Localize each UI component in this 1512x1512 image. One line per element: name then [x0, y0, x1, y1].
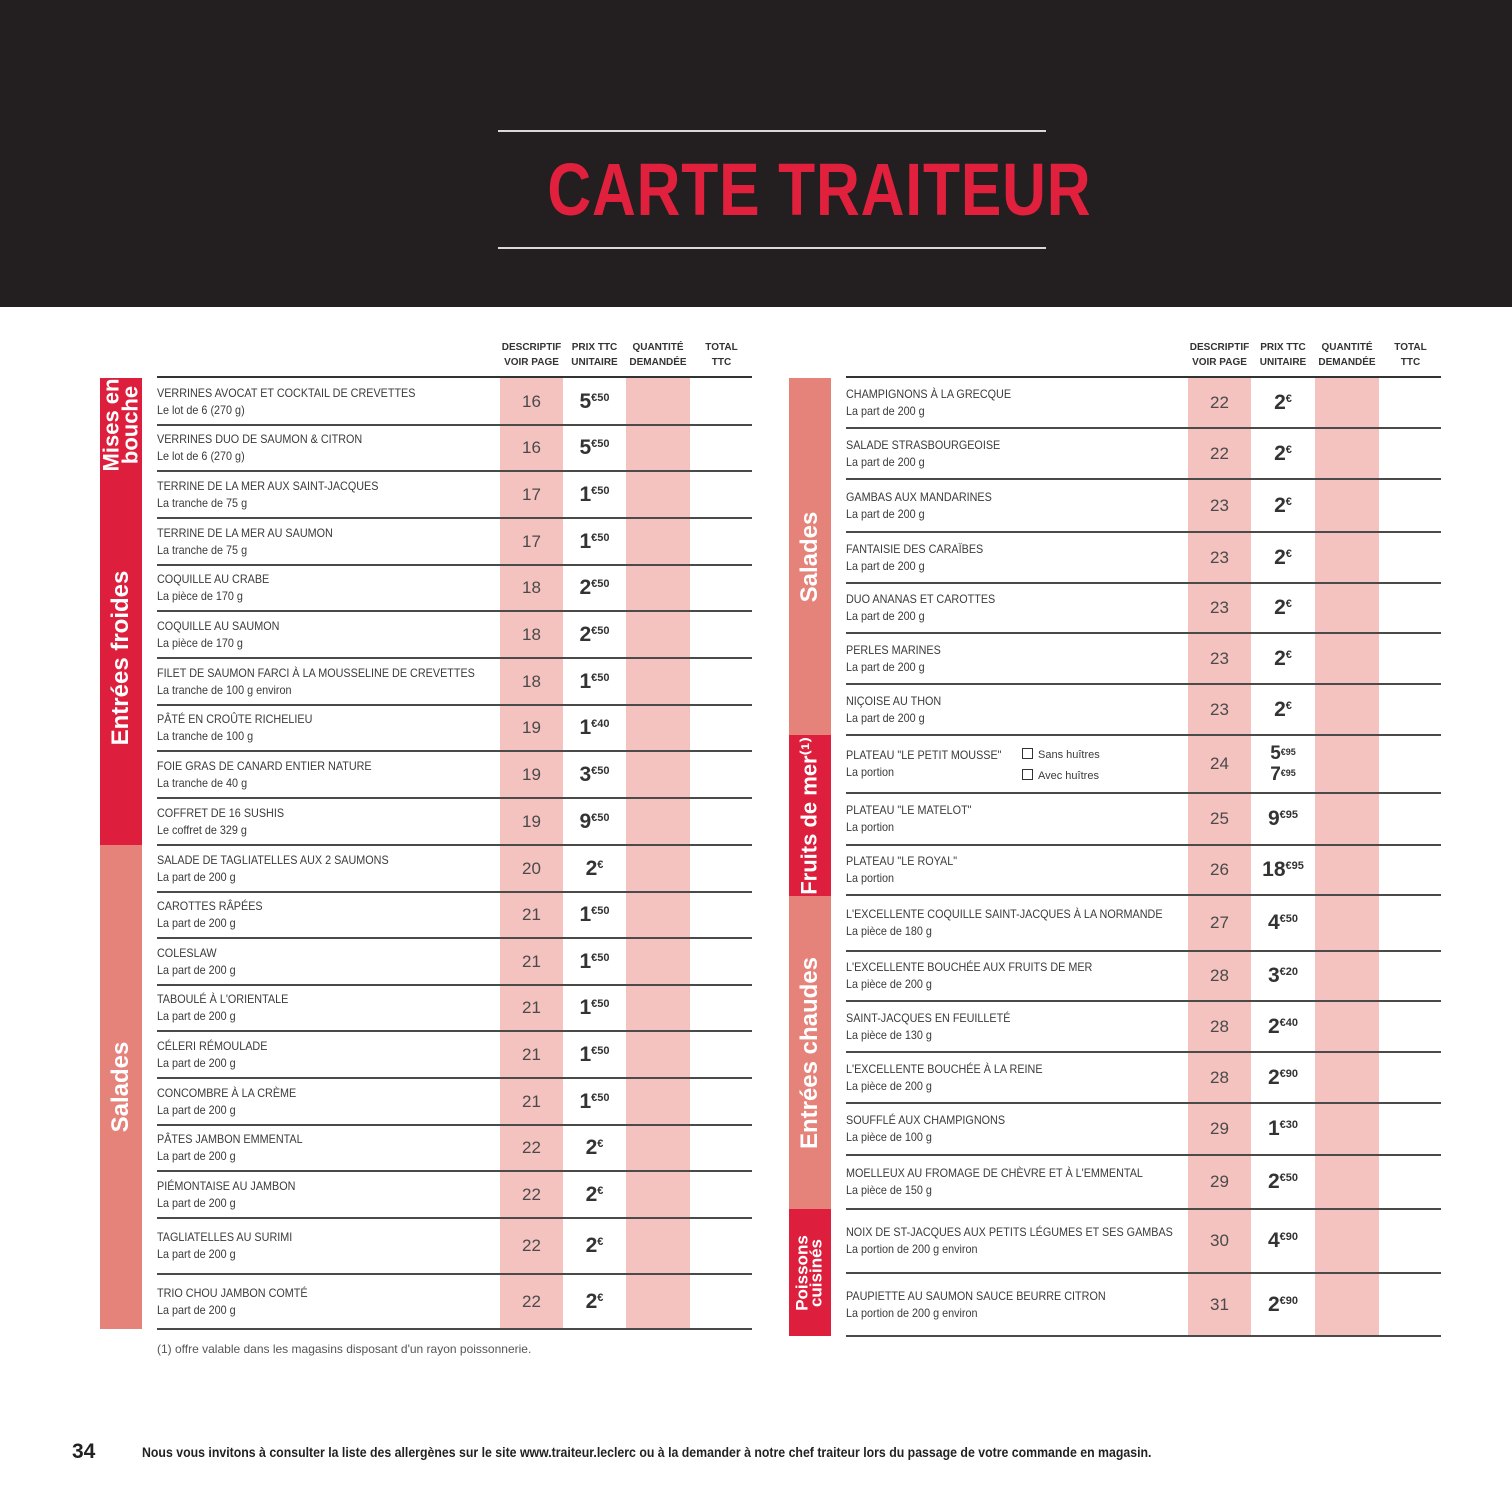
product-name: PÂTES JAMBON EMMENTAL [157, 1132, 303, 1146]
unit-price-alt: $7^{€95}$ [1270, 764, 1296, 785]
unit-price: $4^{€50}$ [1267, 911, 1299, 934]
product-portion: La pièce de 130 g [846, 1027, 932, 1042]
product-name: SAINT-JACQUES EN FEUILLETÉ [846, 1010, 1011, 1025]
product-portion: La part de 200 g [157, 1149, 236, 1163]
product-portion: La part de 200 g [157, 1055, 236, 1070]
total-input[interactable] [1379, 1209, 1442, 1273]
quantity-input[interactable] [1315, 951, 1379, 1001]
descriptif-page: 20 [522, 858, 541, 878]
unit-price: $2^{€50}$ [1267, 1170, 1299, 1193]
product-name: CHAMPIGNONS À LA GRECQUE [846, 387, 1012, 401]
total-input[interactable] [1379, 845, 1442, 895]
quantity-input[interactable] [1315, 793, 1379, 845]
product-portion: La pièce de 170 g [157, 589, 243, 603]
product-portion: La pièce de 170 g [157, 635, 243, 650]
descriptif-page: 31 [1210, 1294, 1229, 1314]
product-name: PERLES MARINES [846, 642, 941, 657]
total-input[interactable] [690, 658, 753, 705]
descriptif-page: 25 [1210, 809, 1229, 828]
descriptif-page: 22 [522, 1184, 541, 1204]
product-name: FANTAISIE DES CARAÏBES [846, 541, 984, 556]
quantity-input[interactable] [1315, 532, 1379, 583]
product-name: SOUFFLÉ AUX CHAMPIGNONS [846, 1113, 1006, 1127]
column-header-total: TOTAL TTC [705, 342, 738, 368]
total-input[interactable] [690, 1125, 753, 1171]
product-portion: Le coffret de 329 g [157, 822, 247, 837]
total-input[interactable] [690, 425, 753, 471]
total-input[interactable] [690, 751, 753, 798]
section-band [789, 1209, 831, 1336]
product-name: PLATEAU "LE ROYAL" [846, 854, 958, 868]
total-input[interactable] [690, 705, 753, 751]
quantity-input[interactable] [626, 1125, 690, 1171]
product-portion: La part de 200 g [157, 962, 236, 977]
column-header-descriptif: DESCRIPTIF VOIR PAGE [501, 342, 562, 368]
quantity-input[interactable] [1315, 735, 1379, 793]
product-name: COFFRET DE 16 SUSHIS [157, 805, 285, 820]
product-name: SALADE STRASBOURGEOISE [846, 437, 1001, 452]
descriptif-page: 29 [1210, 1172, 1229, 1191]
quantity-input[interactable] [1315, 684, 1379, 735]
unit-price: 2€ [1274, 493, 1292, 517]
total-input[interactable] [1379, 1052, 1442, 1103]
descriptif-page: 23 [1210, 699, 1229, 719]
descriptif-page: 17 [522, 531, 541, 551]
product-name: L'EXCELLENTE COQUILLE SAINT-JACQUES À LA NORMANDE [846, 907, 1163, 921]
unit-price: $3^{€50}$ [579, 762, 610, 786]
product-name: SALADE DE TAGLIATELLES AUX 2 SAUMONS [157, 852, 389, 867]
total-input[interactable] [1379, 793, 1442, 845]
descriptif-page: 19 [522, 764, 541, 784]
descriptif-page: 21 [522, 1091, 541, 1111]
quantity-input[interactable] [626, 892, 690, 938]
unit-price: 2€ [1274, 697, 1292, 721]
total-input[interactable] [690, 611, 753, 658]
product-name: VERRINES AVOCAT ET COCKTAIL DE CREVETTES [157, 385, 416, 400]
unit-price: $5^{€95}$ [1270, 743, 1296, 764]
total-input[interactable] [1379, 1103, 1442, 1155]
column-header-prix: PRIX TTC UNITAIRE [571, 342, 618, 368]
descriptif-page: 18 [522, 578, 541, 597]
section-label: Fruits de mer⁽¹⁾ [796, 736, 822, 895]
descriptif-page: 22 [522, 1138, 541, 1157]
unit-price: 2€ [585, 1234, 604, 1257]
product-name: COQUILLE AU CRABE [157, 572, 270, 586]
quantity-input[interactable] [626, 938, 690, 985]
total-input[interactable] [1379, 378, 1442, 428]
descriptif-page: 17 [522, 484, 541, 504]
product-portion: La tranche de 75 g [157, 495, 248, 510]
total-input[interactable] [690, 1274, 753, 1329]
product-name: NIÇOISE AU THON [846, 693, 942, 708]
section-band [100, 378, 142, 471]
section-label: Salades [795, 511, 823, 602]
product-name: COLESLAW [157, 945, 217, 960]
unit-price: $1^{€50}$ [579, 1089, 610, 1113]
title-rule-bottom [498, 247, 1046, 249]
product-name: TERRINE DE LA MER AU SAUMON [157, 525, 333, 540]
product-name: CONCOMBRE À LA CRÈME [157, 1085, 297, 1100]
descriptif-page: 22 [1210, 443, 1229, 463]
section-band [789, 735, 831, 896]
product-name: TAGLIATELLES AU SURIMI [157, 1230, 293, 1244]
quantity-input[interactable] [626, 1078, 690, 1125]
descriptif-page: 19 [522, 811, 541, 831]
product-name: CÉLERI RÉMOULADE [157, 1038, 268, 1053]
quantity-input[interactable] [1315, 1155, 1379, 1209]
descriptif-page: 22 [1210, 393, 1229, 412]
product-portion: La portion de 200 g environ [846, 1242, 978, 1256]
product-portion: La part de 200 g [846, 558, 925, 573]
unit-price: $5^{€50}$ [579, 389, 610, 413]
unit-price: $2^{€90}$ [1267, 1292, 1299, 1316]
product-portion: La portion [846, 820, 895, 834]
unit-price: $1^{€50}$ [579, 996, 610, 1019]
unit-price: $1^{€50}$ [579, 903, 610, 926]
allergen-notice: Nous vous invitons à consulter la liste des allergènes sur le site www.traiteur.leclerc ou à la demander à notre chef traiteur lors du passage de votre commande en magasin. [142, 1444, 1152, 1460]
total-input[interactable] [690, 1171, 753, 1218]
product-portion: La portion [846, 871, 895, 885]
descriptif-page: 21 [522, 1044, 541, 1064]
product-name: PIÉMONTAISE AU JAMBON [157, 1178, 296, 1193]
descriptif-page: 30 [1210, 1231, 1229, 1250]
product-portion: La part de 200 g [846, 404, 925, 418]
product-name: L'EXCELLENTE BOUCHÉE À LA REINE [846, 1061, 1043, 1076]
unit-price: $9^{€95}$ [1267, 807, 1299, 830]
descriptif-page: 21 [522, 905, 541, 924]
product-name: VERRINES DUO DE SAUMON & CITRON [157, 432, 363, 446]
unit-price: $1^{€50}$ [579, 529, 610, 553]
quantity-input[interactable] [1315, 1209, 1379, 1273]
descriptif-page: 23 [1210, 598, 1229, 617]
total-input[interactable] [690, 471, 753, 518]
product-portion: La tranche de 100 g environ [157, 682, 292, 697]
descriptif-page: 24 [1210, 754, 1229, 773]
quantity-input[interactable] [626, 611, 690, 658]
product-portion: La part de 200 g [157, 1195, 236, 1210]
product-portion: La pièce de 180 g [846, 924, 932, 938]
total-input[interactable] [690, 938, 753, 985]
row-divider [157, 1328, 752, 1330]
product-portion: Le lot de 6 (270 g) [157, 449, 245, 463]
quantity-input[interactable] [626, 845, 690, 892]
total-input[interactable] [1379, 583, 1442, 633]
descriptif-page: 28 [1210, 1067, 1229, 1087]
product-portion: La tranche de 75 g [157, 542, 248, 557]
checkbox-icon[interactable] [1022, 748, 1033, 759]
total-input[interactable] [690, 1218, 753, 1274]
total-input[interactable] [1379, 1273, 1442, 1336]
quantity-input[interactable] [626, 705, 690, 751]
unit-price: 2€ [1274, 391, 1292, 414]
option-without-oysters[interactable] [1022, 748, 1100, 761]
title-rule-top [498, 130, 1046, 132]
product-portion: La pièce de 150 g [846, 1183, 932, 1197]
section-label: Poissons cuisinés [792, 1234, 826, 1311]
section-label: Mises en bouche [98, 378, 142, 471]
quantity-input[interactable] [626, 985, 690, 1031]
unit-price: $2^{€50}$ [579, 622, 610, 646]
quantity-input[interactable] [626, 751, 690, 798]
unit-price: $5^{€50}$ [579, 436, 610, 459]
total-input[interactable] [1379, 951, 1442, 1001]
descriptif-page: 23 [1210, 495, 1229, 515]
unit-price: $1^{€50}$ [579, 669, 610, 693]
product-name: PAUPIETTE AU SAUMON SAUCE BEURRE CITRON [846, 1288, 1106, 1303]
option-label: Sans huîtres [1038, 749, 1100, 761]
total-input[interactable] [690, 378, 753, 425]
descriptif-page: 16 [522, 391, 541, 411]
product-portion: La part de 200 g [846, 609, 925, 623]
total-input[interactable] [690, 518, 753, 565]
product-name: TRIO CHOU JAMBON COMTÉ [157, 1285, 308, 1300]
quantity-input[interactable] [1315, 845, 1379, 895]
product-name: TERRINE DE LA MER AUX SAINT-JACQUES [157, 478, 379, 493]
product-name: DUO ANANAS ET CAROTTES [846, 592, 996, 606]
unit-price: $3^{€20}$ [1267, 964, 1299, 987]
unit-price: 2€ [585, 1136, 604, 1159]
descriptif-page: 23 [1210, 648, 1229, 668]
unit-price: $1^{€50}$ [579, 1042, 610, 1066]
product-portion: La part de 200 g [157, 869, 236, 884]
total-input[interactable] [690, 985, 753, 1031]
product-portion: La pièce de 200 g [846, 1078, 932, 1093]
section-label: Salades [106, 1041, 134, 1133]
quantity-input[interactable] [1315, 1273, 1379, 1336]
product-portion: La part de 200 g [157, 1247, 236, 1261]
quantity-input[interactable] [626, 798, 690, 845]
unit-price: 2€ [1274, 646, 1292, 670]
product-portion: La part de 200 g [157, 916, 236, 930]
unit-price: 2€ [1274, 441, 1292, 465]
product-name: FILET DE SAUMON FARCI À LA MOUSSELINE DE CREVETTES [157, 665, 475, 680]
quantity-input[interactable] [626, 1274, 690, 1329]
section-band [789, 896, 831, 1209]
total-input[interactable] [690, 798, 753, 845]
product-name: MOELLEUX AU FROMAGE DE CHÈVRE ET À L'EMMENTAL [846, 1166, 1143, 1180]
quantity-input[interactable] [626, 1171, 690, 1218]
descriptif-page: 23 [1210, 547, 1229, 567]
descriptif-page: 22 [522, 1291, 541, 1311]
product-portion: La tranche de 40 g [157, 775, 248, 790]
product-portion: La part de 200 g [157, 1302, 236, 1317]
column-header-descriptif: DESCRIPTIF VOIR PAGE [1189, 342, 1250, 368]
section-band [100, 471, 142, 845]
checkbox-icon[interactable] [1022, 769, 1033, 780]
unit-price: 2€ [1274, 545, 1292, 569]
quantity-input[interactable] [626, 658, 690, 705]
quantity-input[interactable] [1315, 895, 1379, 951]
quantity-input[interactable] [1315, 1001, 1379, 1052]
product-portion: La part de 200 g [157, 1009, 236, 1023]
product-portion: La part de 200 g [846, 710, 925, 725]
product-name: FOIE GRAS DE CANARD ENTIER NATURE [157, 758, 372, 773]
section-label: Entrées chaudes [795, 956, 823, 1149]
total-input[interactable] [690, 845, 753, 892]
quantity-input[interactable] [626, 565, 690, 611]
quantity-input[interactable] [1315, 479, 1379, 532]
descriptif-page: 18 [522, 624, 541, 644]
product-name: TABOULÉ À L'ORIENTALE [157, 992, 289, 1006]
product-portion: La part de 200 g [157, 1102, 236, 1117]
total-input[interactable] [1379, 428, 1442, 479]
footnote: (1) offre valable dans les magasins disposant d'un rayon poissonnerie. [157, 1342, 532, 1356]
unit-price: 2€ [585, 1182, 604, 1206]
product-name: GAMBAS AUX MANDARINES [846, 489, 992, 504]
unit-price: $1^{€50}$ [579, 482, 610, 506]
quantity-input[interactable] [626, 471, 690, 518]
descriptif-page: 21 [522, 951, 541, 971]
product-portion: La part de 200 g [846, 659, 925, 674]
product-portion: La pièce de 200 g [846, 977, 932, 991]
product-name: CAROTTES RÂPÉES [157, 899, 263, 913]
unit-price: $4^{€90}$ [1267, 1229, 1299, 1252]
product-portion: La part de 200 g [846, 454, 925, 469]
descriptif-page: 29 [1210, 1119, 1229, 1138]
product-name: PÂTÉ EN CROÛTE RICHELIEU [157, 712, 313, 726]
option-label: Avec huîtres [1038, 770, 1099, 782]
unit-price: $9^{€50}$ [579, 809, 610, 833]
quantity-input[interactable] [1315, 583, 1379, 633]
total-input[interactable] [1379, 532, 1442, 583]
quantity-input[interactable] [1315, 378, 1379, 428]
section-band [789, 378, 831, 735]
product-portion: Le lot de 6 (270 g) [157, 402, 245, 417]
quantity-input[interactable] [1315, 1103, 1379, 1155]
unit-price: $2^{€50}$ [579, 576, 610, 599]
total-input[interactable] [690, 565, 753, 611]
quantity-input[interactable] [626, 378, 690, 425]
descriptif-page: 28 [1210, 1016, 1229, 1036]
column-header-quantite: QUANTITÉ DEMANDÉE [629, 342, 687, 368]
page-number: 34 [72, 1440, 96, 1463]
unit-price: 2€ [1274, 596, 1292, 619]
unit-price: 2€ [585, 1289, 604, 1313]
total-input[interactable] [1379, 1001, 1442, 1052]
descriptif-page: 21 [522, 998, 541, 1017]
total-input[interactable] [1379, 684, 1442, 735]
product-portion: La portion de 200 g environ [846, 1305, 978, 1320]
unit-price: $2^{€40}$ [1267, 1014, 1299, 1038]
product-name: PLATEAU "LE PETIT MOUSSE" [846, 748, 1002, 762]
column-header-quantite: QUANTITÉ DEMANDÉE [1318, 342, 1376, 368]
total-input[interactable] [1379, 1155, 1442, 1209]
total-input[interactable] [1379, 479, 1442, 532]
product-name: NOIX DE ST-JACQUES AUX PETITS LÉGUMES ET SES GAMBAS [846, 1225, 1173, 1239]
option-with-oysters[interactable] [1022, 769, 1099, 782]
total-input[interactable] [1379, 735, 1442, 793]
column-header-total: TOTAL TTC [1394, 342, 1427, 368]
unit-price: $1^{€50}$ [579, 949, 610, 973]
section-label: Entrées froides [106, 570, 134, 746]
product-name: PLATEAU "LE MATELOT" [846, 803, 972, 817]
page-title: CARTE TRAITEUR [547, 148, 1092, 231]
product-portion: La pièce de 100 g [846, 1130, 932, 1144]
quantity-input[interactable] [626, 1031, 690, 1078]
descriptif-page: 19 [522, 718, 541, 737]
product-portion: La part de 200 g [846, 506, 925, 521]
quantity-input[interactable] [626, 1218, 690, 1274]
unit-price: $1^{€40}$ [579, 716, 610, 739]
descriptif-page: 18 [522, 671, 541, 691]
row-divider [846, 1335, 1441, 1337]
quantity-input[interactable] [626, 425, 690, 471]
descriptif-page: 27 [1210, 913, 1229, 932]
quantity-input[interactable] [626, 518, 690, 565]
header-banner [0, 0, 1512, 307]
quantity-input[interactable] [1315, 633, 1379, 684]
unit-price: 2€ [585, 856, 604, 880]
total-input[interactable] [1379, 895, 1442, 951]
total-input[interactable] [690, 1078, 753, 1125]
quantity-input[interactable] [1315, 428, 1379, 479]
unit-price: $1^{€30}$ [1267, 1117, 1299, 1140]
product-portion: La portion [846, 765, 895, 779]
section-band [100, 845, 142, 1329]
product-portion: La tranche de 100 g [157, 729, 254, 743]
unit-price: $18^{€95}$ [1262, 858, 1304, 881]
total-input[interactable] [1379, 633, 1442, 684]
product-name: COQUILLE AU SAUMON [157, 618, 280, 633]
descriptif-page: 16 [522, 438, 541, 457]
descriptif-page: 26 [1210, 860, 1229, 879]
product-name: L'EXCELLENTE BOUCHÉE AUX FRUITS DE MER [846, 960, 1093, 974]
descriptif-page: 28 [1210, 966, 1229, 985]
descriptif-page: 22 [522, 1236, 541, 1255]
column-header-prix: PRIX TTC UNITAIRE [1259, 342, 1307, 368]
total-input[interactable] [690, 1031, 753, 1078]
total-input[interactable] [690, 892, 753, 938]
unit-price: $2^{€90}$ [1267, 1065, 1299, 1089]
quantity-input[interactable] [1315, 1052, 1379, 1103]
